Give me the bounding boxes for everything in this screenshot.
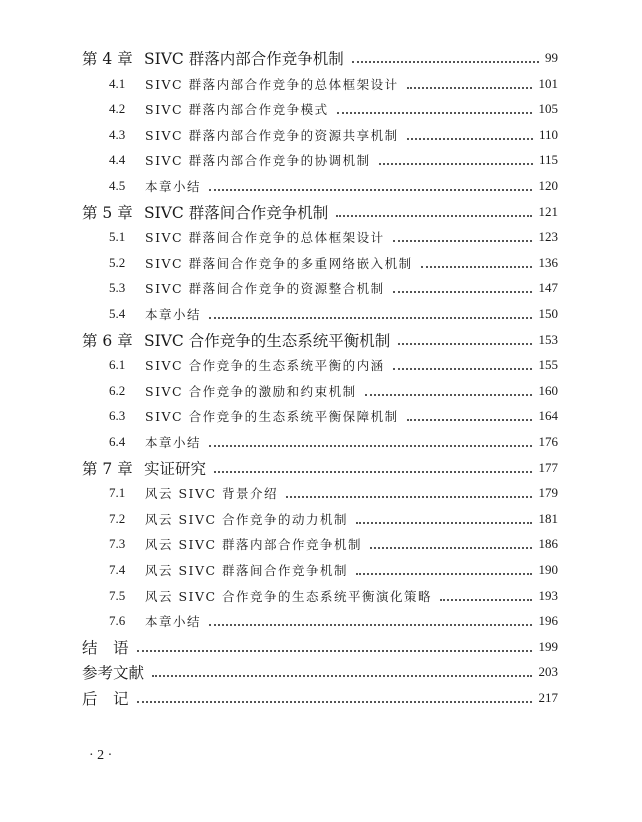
toc-entry-title: 风云 SIVC 群落内部合作竞争机制 [145, 537, 363, 553]
toc-section-row [0, 302, 642, 326]
toc-page-number: 193 [538, 587, 558, 603]
dot-leader [214, 471, 532, 473]
toc-page-number: 115 [538, 152, 558, 168]
toc-entry-number: 第 4 章 [82, 50, 133, 68]
toc-page-number: 186 [538, 536, 558, 552]
toc-entry-number: 5.2 [109, 254, 126, 270]
toc-section-row [0, 251, 642, 275]
toc-section-row [0, 481, 642, 505]
toc-entry-title: 后 记 [82, 690, 129, 708]
toc-entry-number: 6.1 [109, 357, 126, 373]
toc-page-number: 121 [538, 203, 558, 219]
dot-leader [356, 522, 532, 524]
toc-entry-title: SIVC 群落内部合作竞争的协调机制 [145, 153, 371, 169]
toc-entry-number: 6.3 [109, 408, 126, 424]
toc-section-row [0, 174, 642, 198]
toc-page-number: 199 [538, 638, 558, 654]
toc-section-row [0, 353, 642, 377]
toc-section-row [0, 97, 642, 121]
toc-entry-title: 实证研究 [144, 459, 207, 478]
toc-page-number: 105 [538, 101, 558, 117]
toc-entry-title: 风云 SIVC 群落间合作竞争机制 [145, 563, 349, 578]
toc-backmatter-row [0, 686, 642, 710]
toc-page-number: 120 [538, 178, 558, 193]
dot-leader [440, 599, 532, 601]
dot-leader [421, 266, 532, 268]
toc-section-row [0, 584, 642, 608]
dot-leader [352, 61, 539, 63]
toc-page-number: 110 [538, 126, 558, 142]
toc-section-row [0, 225, 642, 249]
toc-entry-number: 第 5 章 [82, 203, 133, 222]
toc-entry-number: 4.1 [109, 75, 126, 91]
toc-page-number: 190 [538, 562, 558, 577]
toc-page-number: 164 [538, 408, 558, 424]
dot-leader [209, 317, 532, 319]
toc-entry-title: SIVC 群落间合作竞争的资源整合机制 [145, 281, 385, 297]
toc-entry-number: 6.4 [109, 434, 126, 449]
toc-entry-number: 4.5 [109, 178, 126, 193]
toc-entry-title: 风云 SIVC 合作竞争的动力机制 [145, 511, 349, 527]
toc-entry-number: 7.4 [109, 562, 126, 577]
page-number: · 2 · [89, 748, 113, 763]
toc-entry-number: 7.1 [109, 485, 126, 501]
toc-entry-title: 本章小结 [145, 307, 202, 322]
toc-entry-number: 5.1 [109, 229, 126, 245]
toc-page-number: 153 [538, 331, 558, 347]
dot-leader [365, 394, 532, 396]
toc-entry-title: SIVC 群落内部合作竞争机制 [144, 50, 344, 68]
toc-section-row [0, 404, 642, 428]
dot-leader [356, 573, 532, 575]
toc-section-row [0, 379, 642, 403]
toc-page-number: 155 [538, 357, 558, 373]
toc-entry-number: 4.3 [109, 126, 126, 142]
toc-page-number: 196 [538, 613, 558, 629]
toc-entry-title: SIVC 群落内部合作竞争的总体框架设计 [145, 76, 399, 92]
toc-entry-title: SIVC 群落内部合作竞争模式 [145, 102, 329, 118]
dot-leader [286, 496, 532, 498]
toc-chapter-row [0, 328, 642, 352]
toc-entry-number: 6.2 [109, 382, 126, 398]
dot-leader [407, 138, 533, 140]
toc-page-number: 150 [538, 306, 558, 321]
toc-chapter-row [0, 200, 642, 224]
toc-section-row [0, 507, 642, 531]
toc-entry-number: 7.5 [109, 587, 126, 603]
dot-leader [337, 112, 532, 114]
toc-entry-title: SIVC 群落间合作竞争的多重网络嵌入机制 [145, 255, 413, 271]
toc-entry-number: 7.2 [109, 510, 126, 526]
dot-leader [370, 547, 532, 549]
toc-entry-title: 参考文献 [82, 664, 145, 683]
toc-page-number: 176 [538, 434, 558, 449]
toc-page-number: 179 [538, 485, 558, 501]
toc-section-row [0, 148, 642, 172]
dot-leader [137, 650, 532, 652]
toc-page-number: 101 [538, 75, 558, 91]
dot-leader [379, 163, 533, 165]
toc-entry-title: 本章小结 [145, 435, 202, 450]
toc-entry-title: SIVC 群落内部合作竞争的资源共享机制 [145, 127, 399, 143]
toc-page-number: 203 [538, 664, 558, 680]
toc-entry-number: 7.6 [109, 613, 126, 629]
toc-entry-number: 7.3 [109, 536, 126, 552]
toc-entry-title: 风云 SIVC 合作竞争的生态系统平衡演化策略 [145, 588, 433, 604]
toc-section-row [0, 532, 642, 556]
toc-entry-title: SIVC 群落间合作竞争的总体框架设计 [145, 230, 385, 246]
toc-entry-number: 4.2 [109, 101, 126, 117]
toc-page-number: 181 [538, 510, 558, 526]
toc-section-row [0, 276, 642, 300]
toc-page-number: 123 [538, 229, 558, 245]
dot-leader [393, 368, 532, 370]
toc-entry-title: 本章小结 [145, 179, 202, 194]
toc-entry-number: 5.3 [109, 280, 126, 296]
toc-section-row [0, 72, 642, 96]
dot-leader [393, 291, 532, 293]
toc-entry-title: 风云 SIVC 背景介绍 [145, 486, 279, 502]
dot-leader [407, 419, 532, 421]
toc-chapter-row [0, 456, 642, 480]
toc-entry-number: 5.4 [109, 306, 126, 321]
toc-section-row [0, 609, 642, 633]
dot-leader [393, 240, 532, 242]
toc-chapter-row [0, 46, 642, 70]
toc-page-number: 99 [545, 50, 558, 65]
dot-leader [209, 445, 532, 447]
toc-entry-number: 第 7 章 [82, 459, 133, 478]
dot-leader [209, 624, 532, 626]
toc-entry-title: SIVC 合作竞争的生态系统平衡机制 [144, 331, 391, 350]
toc-section-row [0, 430, 642, 454]
toc-section-row [0, 123, 642, 147]
toc-page-number: 147 [538, 280, 558, 296]
toc-entry-title: 结 语 [82, 638, 129, 657]
toc-backmatter-row [0, 635, 642, 659]
dot-leader [407, 87, 532, 89]
toc-page-number: 217 [538, 690, 558, 705]
toc-page-number: 160 [538, 382, 558, 398]
toc-entry-title: SIVC 合作竞争的生态系统平衡的内涵 [145, 358, 385, 374]
toc-backmatter-row [0, 660, 642, 684]
dot-leader [336, 215, 532, 217]
toc-entry-number: 4.4 [109, 152, 126, 168]
toc-section-row [0, 558, 642, 582]
dot-leader [137, 701, 532, 703]
toc-page-number: 136 [538, 254, 558, 270]
toc-entry-title: 本章小结 [145, 614, 202, 630]
toc-entry-title: SIVC 合作竞争的生态系统平衡保障机制 [145, 409, 399, 425]
toc-entry-title: SIVC 合作竞争的激励和约束机制 [145, 383, 357, 399]
toc-entry-number: 第 6 章 [82, 331, 133, 350]
dot-leader [209, 189, 532, 191]
toc-page-number: 177 [538, 459, 558, 475]
dot-leader [152, 675, 532, 677]
toc-entry-title: SIVC 群落间合作竞争机制 [144, 203, 329, 222]
dot-leader [398, 343, 532, 345]
